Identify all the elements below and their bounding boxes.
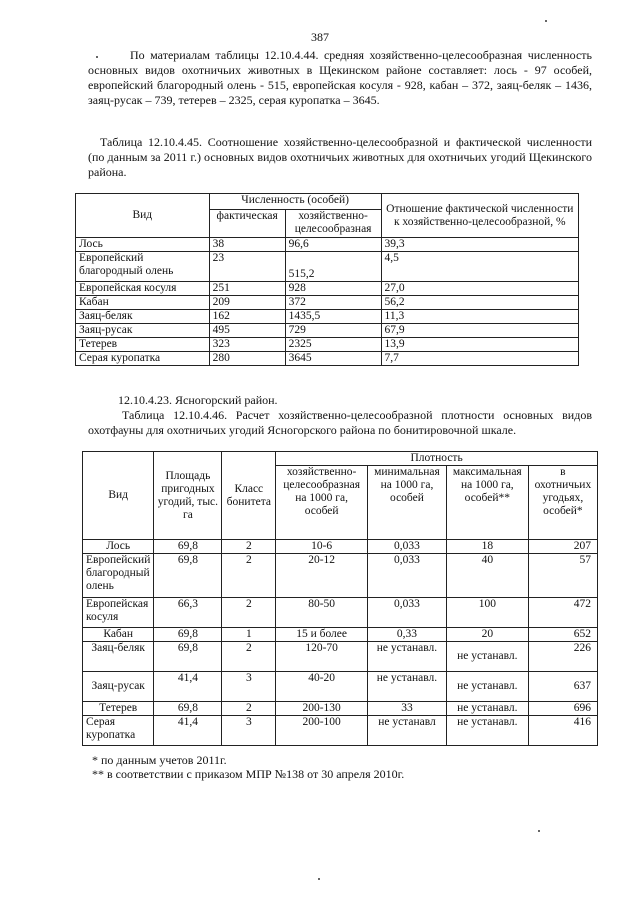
species-cell: Европейский благородный олень bbox=[83, 554, 154, 598]
area-cell: 69,8 bbox=[154, 628, 222, 642]
footnote-1: * по данным учетов 2011г. bbox=[92, 753, 227, 767]
intro-paragraph: По материалам таблицы 12.10.4.44. средняя хозяйственно-целесообразная численность основных видов охотничьих животных в Щекинском районе составляет: лось - 97 особей, европейский благородный олень - 515, европейская косуля - 928, кабан – 372, заяц-беляк – 1436, заяц-русак – 739, тетерев – 2325, серая куропатка – 3645. bbox=[88, 48, 592, 107]
species-cell: Серая куропатка bbox=[76, 352, 210, 366]
actual-cell: 162 bbox=[209, 310, 285, 324]
species-cell: Заяц-беляк bbox=[76, 310, 210, 324]
ratio-cell: 67,9 bbox=[381, 324, 578, 338]
max-density-cell: не устанавл. bbox=[446, 702, 528, 716]
table2-caption: Таблица 12.10.4.46. Расчет хозяйственно-целесообразной плотности основных видов охотфауны для охотничьих угодий Ясногорского района по бонитировочной шкале. bbox=[88, 408, 592, 437]
feasible-density-cell: 15 и более bbox=[276, 628, 368, 642]
header-number-group: Численность (особей) bbox=[209, 194, 381, 210]
species-cell: Заяц-русак bbox=[83, 672, 154, 702]
in-hunting-cell: 652 bbox=[528, 628, 597, 642]
feasible-density-cell: 200-130 bbox=[276, 702, 368, 716]
area-cell: 41,4 bbox=[154, 716, 222, 746]
feasible-cell: 3645 bbox=[285, 352, 381, 366]
feasible-density-cell: 20-12 bbox=[276, 554, 368, 598]
class-cell: 2 bbox=[222, 702, 276, 716]
scan-speck bbox=[545, 20, 547, 22]
header-feasible: хозяйственно-целесообразная bbox=[285, 210, 381, 238]
min-density-cell: не устанавл bbox=[368, 716, 447, 746]
area-cell: 69,8 bbox=[154, 540, 222, 554]
in-hunting-cell: 416 bbox=[528, 716, 597, 746]
scan-speck bbox=[96, 56, 98, 58]
header-max-density: максимальная на 1000 га, особей** bbox=[446, 466, 528, 540]
actual-cell: 323 bbox=[209, 338, 285, 352]
header-min-density: минимальная на 1000 га, особей bbox=[368, 466, 447, 540]
header-class: Класс бонитета bbox=[222, 452, 276, 540]
footnote-2: ** в соответствии с приказом МПР №138 от 30 апреля 2010г. bbox=[92, 767, 405, 781]
max-density-cell: 18 bbox=[446, 540, 528, 554]
header-ratio: Отношение фактической численности к хозяйственно-целесообразной, % bbox=[381, 194, 578, 238]
header-species: Вид bbox=[76, 194, 210, 238]
max-density-cell: не устанавл. bbox=[446, 642, 528, 672]
feasible-cell: 515,2 bbox=[285, 252, 381, 282]
min-density-cell: не устанавл. bbox=[368, 642, 447, 672]
species-cell: Заяц-беляк bbox=[83, 642, 154, 672]
header-species: Вид bbox=[83, 452, 154, 540]
feasible-density-cell: 80-50 bbox=[276, 598, 368, 628]
species-cell: Лось bbox=[76, 238, 210, 252]
feasible-density-cell: 120-70 bbox=[276, 642, 368, 672]
feasible-density-cell: 40-20 bbox=[276, 672, 368, 702]
species-cell: Кабан bbox=[76, 296, 210, 310]
species-cell: Европейский благородный олень bbox=[76, 252, 210, 282]
feasible-cell: 729 bbox=[285, 324, 381, 338]
feasible-cell: 928 bbox=[285, 282, 381, 296]
min-density-cell: не устанавл. bbox=[368, 672, 447, 702]
area-cell: 69,8 bbox=[154, 702, 222, 716]
actual-cell: 251 bbox=[209, 282, 285, 296]
in-hunting-cell: 637 bbox=[528, 672, 597, 702]
species-cell: Кабан bbox=[83, 628, 154, 642]
area-cell: 69,8 bbox=[154, 642, 222, 672]
ratio-cell: 7,7 bbox=[381, 352, 578, 366]
ratio-cell: 13,9 bbox=[381, 338, 578, 352]
class-cell: 2 bbox=[222, 598, 276, 628]
ratio-cell: 39,3 bbox=[381, 238, 578, 252]
scan-speck bbox=[318, 878, 320, 880]
in-hunting-cell: 207 bbox=[528, 540, 597, 554]
min-density-cell: 33 bbox=[368, 702, 447, 716]
actual-cell: 23 bbox=[209, 252, 285, 282]
section-heading: 12.10.4.23. Ясногорский район. bbox=[118, 393, 278, 407]
class-cell: 3 bbox=[222, 672, 276, 702]
density-table bbox=[82, 451, 598, 746]
header-area: Площадь пригодных угодий, тыс. га bbox=[154, 452, 222, 540]
page-number: 387 bbox=[311, 30, 329, 44]
feasible-density-cell: 10-6 bbox=[276, 540, 368, 554]
header-in-hunting: в охотничьих угодьях, особей* bbox=[528, 466, 597, 540]
species-cell: Тетерев bbox=[76, 338, 210, 352]
species-cell: Лось bbox=[83, 540, 154, 554]
max-density-cell: не устанавл. bbox=[446, 672, 528, 702]
class-cell: 2 bbox=[222, 540, 276, 554]
species-cell: Серая куропатка bbox=[83, 716, 154, 746]
min-density-cell: 0,033 bbox=[368, 540, 447, 554]
feasible-density-cell: 200-100 bbox=[276, 716, 368, 746]
species-cell: Европейская косуля bbox=[83, 598, 154, 628]
feasible-cell: 2325 bbox=[285, 338, 381, 352]
class-cell: 1 bbox=[222, 628, 276, 642]
header-feasible-density: хозяйственно-целесообразная на 1000 га, особей bbox=[276, 466, 368, 540]
actual-cell: 38 bbox=[209, 238, 285, 252]
class-cell: 2 bbox=[222, 642, 276, 672]
ratio-table bbox=[75, 193, 579, 366]
in-hunting-cell: 696 bbox=[528, 702, 597, 716]
min-density-cell: 0,33 bbox=[368, 628, 447, 642]
feasible-cell: 1435,5 bbox=[285, 310, 381, 324]
in-hunting-cell: 57 bbox=[528, 554, 597, 598]
header-actual: фактическая bbox=[209, 210, 285, 238]
min-density-cell: 0,033 bbox=[368, 598, 447, 628]
ratio-cell: 27,0 bbox=[381, 282, 578, 296]
in-hunting-cell: 472 bbox=[528, 598, 597, 628]
species-cell: Европейская косуля bbox=[76, 282, 210, 296]
actual-cell: 209 bbox=[209, 296, 285, 310]
max-density-cell: 20 bbox=[446, 628, 528, 642]
feasible-cell: 96,6 bbox=[285, 238, 381, 252]
ratio-cell: 4,5 bbox=[381, 252, 578, 282]
ratio-cell: 56,2 bbox=[381, 296, 578, 310]
class-cell: 2 bbox=[222, 554, 276, 598]
actual-cell: 495 bbox=[209, 324, 285, 338]
in-hunting-cell: 226 bbox=[528, 642, 597, 672]
species-cell: Заяц-русак bbox=[76, 324, 210, 338]
class-cell: 3 bbox=[222, 716, 276, 746]
scan-speck bbox=[538, 830, 540, 832]
area-cell: 69,8 bbox=[154, 554, 222, 598]
feasible-cell: 372 bbox=[285, 296, 381, 310]
header-density-group: Плотность bbox=[276, 452, 598, 466]
ratio-cell: 11,3 bbox=[381, 310, 578, 324]
area-cell: 66,3 bbox=[154, 598, 222, 628]
species-cell: Тетерев bbox=[83, 702, 154, 716]
max-density-cell: не устанавл. bbox=[446, 716, 528, 746]
min-density-cell: 0,033 bbox=[368, 554, 447, 598]
max-density-cell: 100 bbox=[446, 598, 528, 628]
table1-caption: Таблица 12.10.4.45. Соотношение хозяйственно-целесообразной и фактической численности (по данным за 2011 г.) основных видов охотничьих животных для охотничьих угодий Щекинского района. bbox=[88, 135, 592, 179]
max-density-cell: 40 bbox=[446, 554, 528, 598]
actual-cell: 280 bbox=[209, 352, 285, 366]
area-cell: 41,4 bbox=[154, 672, 222, 702]
